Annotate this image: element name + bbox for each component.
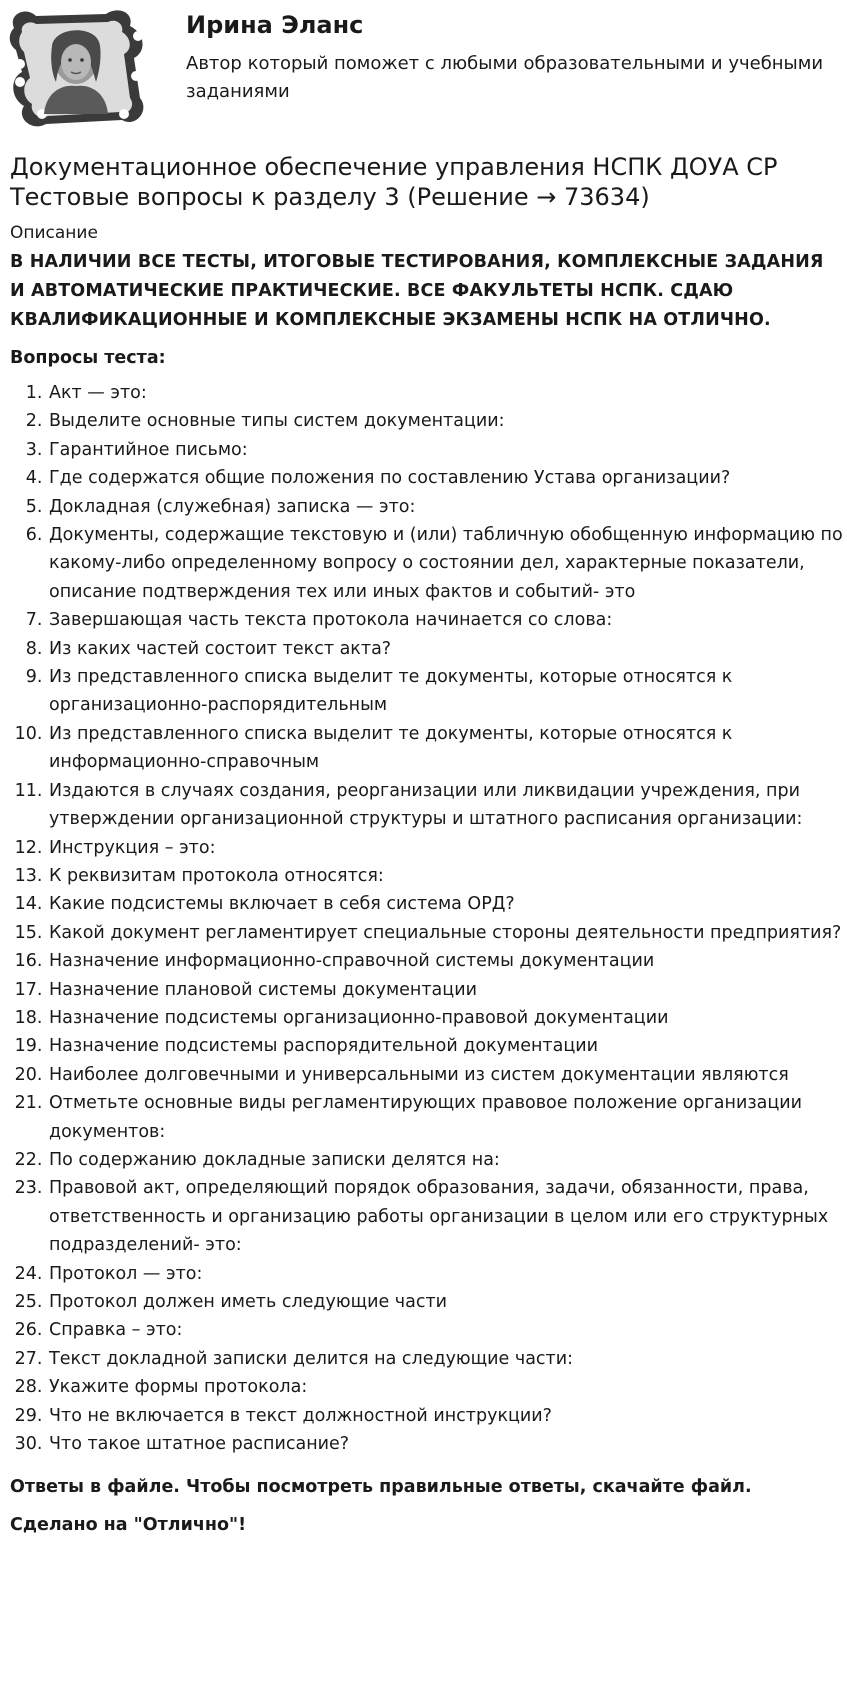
grade-note: Сделано на "Отлично"! (10, 1515, 247, 1536)
question-item: 9. Из представленного списка выделит те документы, которые относятся к организационно-распорядительным (48, 663, 847, 720)
question-item: 13. К реквизитам протокола относятся: (48, 862, 847, 890)
question-item: 2. Выделите основные типы систем документации: (48, 407, 847, 435)
question-item: 15. Какой документ регламентирует специальные стороны деятельности предприятия? (48, 919, 847, 947)
page-title (10, 152, 837, 212)
answers-note: Ответы в файле. Чтобы посмотреть правильные ответы, скачайте файл. (10, 1477, 752, 1498)
question-item: 8. Из каких частей состоит текст акта? (48, 635, 847, 663)
question-item: 22. По содержанию докладные записки делятся на: (48, 1146, 847, 1174)
question-item: 4. Где содержатся общие положения по составлению Устава организации? (48, 464, 847, 492)
author-description: Автор который поможет с любыми образовательными и учебными заданиями (186, 53, 824, 102)
question-item: 23. Правовой акт, определяющий порядок образования, задачи, обязанности, права, ответственность и организацию работы организации в целом или его структурных подразделений- это: (48, 1174, 847, 1259)
description-text: В НАЛИЧИИ ВСЕ ТЕСТЫ, ИТОГОВЫЕ ТЕСТИРОВАНИЯ, КОМПЛЕКСНЫЕ ЗАДАНИЯ И АВТОМАТИЧЕСКИЕ ПРАКТИЧЕСКИЕ. ВСЕ ФАКУЛЬТЕТЫ НСПК. СДАЮ КВАЛИФИКАЦИОННЫЕ И КОМПЛЕКСНЫЕ ЭКЗАМЕНЫ НСПК НА ОТЛИЧНО. (10, 252, 824, 330)
question-item: 1. Акт — это: (48, 379, 847, 407)
question-item: 26. Справка – это: (48, 1316, 847, 1344)
question-item: 14. Какие подсистемы включает в себя система ОРД? (48, 890, 847, 918)
author-name[interactable]: Ирина Эланс (186, 11, 364, 39)
avatar-image (6, 6, 152, 130)
question-item: 19. Назначение подсистемы распорядительной документации (48, 1032, 847, 1060)
question-item: 24. Протокол — это: (48, 1260, 847, 1288)
author-header (0, 0, 847, 138)
question-item: 11. Издаются в случаях создания, реорганизации или ликвидации учреждения, при утверждении организационной структуры и штатного расписания организации: (48, 777, 847, 834)
question-item: 12. Инструкция – это: (48, 834, 847, 862)
question-item: 25. Протокол должен иметь следующие части (48, 1288, 847, 1316)
question-item: 5. Докладная (служебная) записка — это: (48, 493, 847, 521)
question-item: 27. Текст докладной записки делится на следующие части: (48, 1345, 847, 1373)
questions-list (0, 379, 847, 1458)
question-item: 10. Из представленного списка выделит те документы, которые относятся к информационно-справочным (48, 720, 847, 777)
question-item: 6. Документы, содержащие текстовую и (или) табличную обобщенную информацию по какому-либо определенному вопросу о состоянии дел, характерные показатели, описание подтверждения тех или иных фактов и событий- это (48, 521, 847, 606)
question-item: 16. Назначение информационно-справочной системы документации (48, 947, 847, 975)
title-line-2: Тестовые вопросы к разделу 3 (Решение → 73634) (10, 183, 650, 211)
question-item: 21. Отметьте основные виды регламентирующих правовое положение организации документов: (48, 1089, 847, 1146)
avatar[interactable] (6, 6, 152, 130)
question-item: 3. Гарантийное письмо: (48, 436, 847, 464)
question-item: 18. Назначение подсистемы организационно-правовой документации (48, 1004, 847, 1032)
question-item: 17. Назначение плановой системы документации (48, 976, 847, 1004)
title-line-1: Документационное обеспечение управления НСПК ДОУА СР (10, 153, 778, 181)
questions-heading: Вопросы теста: (10, 348, 166, 368)
question-item: 28. Укажите формы протокола: (48, 1373, 847, 1401)
question-item: 7. Завершающая часть текста протокола начинается со слова: (48, 606, 847, 634)
question-item: 29. Что не включается в текст должностной инструкции? (48, 1402, 847, 1430)
question-item: 30. Что такое штатное расписание? (48, 1430, 847, 1458)
description-label: Описание (10, 223, 98, 243)
question-item: 20. Наиболее долговечными и универсальными из систем документации являются (48, 1061, 847, 1089)
